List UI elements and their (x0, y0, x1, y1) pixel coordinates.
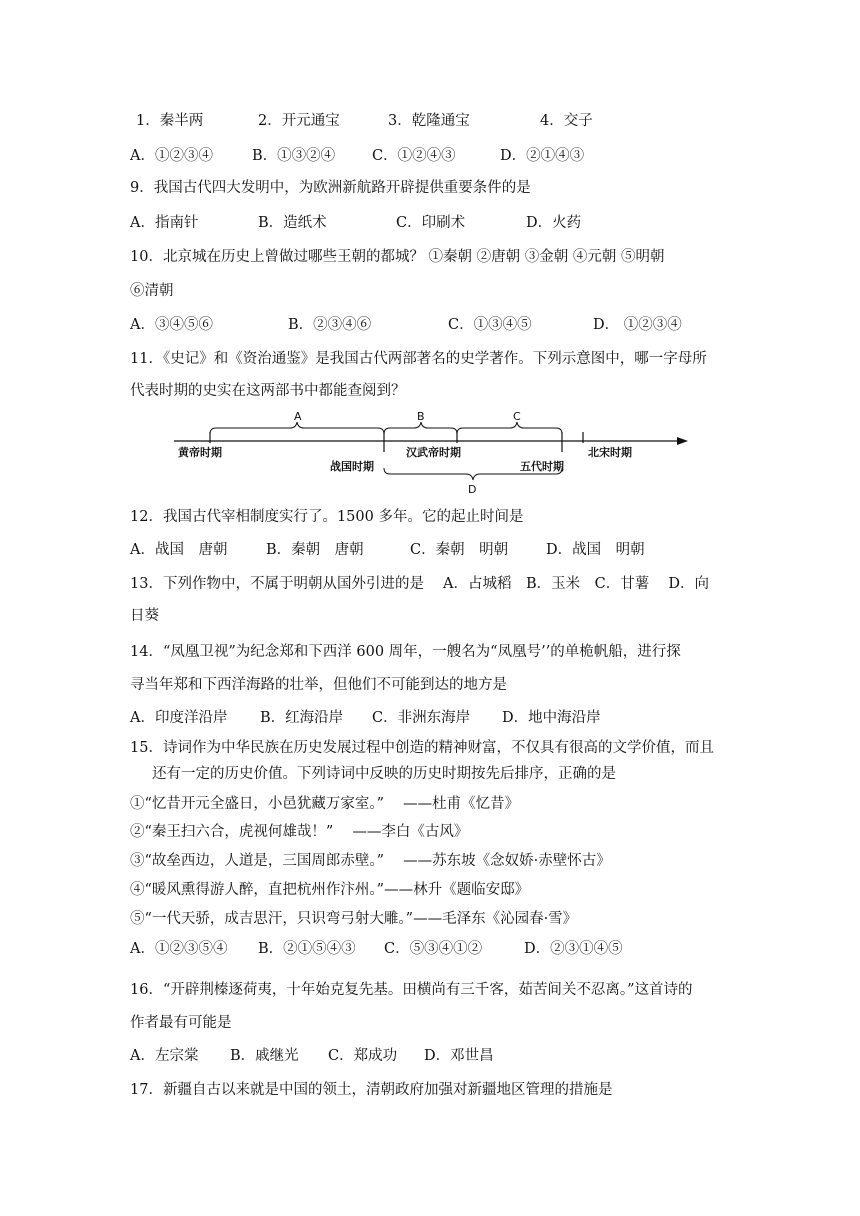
q9-option-c: C．印刷术 (396, 215, 466, 231)
letter-d: D (468, 483, 477, 496)
timeline-arrow-icon (677, 437, 688, 445)
q8-item-1: 1．秦半两 (136, 113, 204, 129)
q9-option-d: D．火药 (526, 215, 582, 231)
q15-stem: 15．诗词作为中华民族在历史发展过程中创造的精神财富，不仅具有很高的文学价值，而且 (130, 740, 714, 756)
q9-option-b: B．造纸术 (258, 215, 327, 231)
letter-b: B (417, 410, 425, 423)
q8-option-c: C．①②④③ (372, 148, 456, 164)
q8-item-3: 3．乾隆通宝 (388, 113, 470, 129)
q14-option-d: D．地中海沿岸 (502, 710, 601, 726)
q15-poem-1: ①“忆昔开元全盛日，小邑犹藏万家室。” ——杜甫《忆昔》 (130, 796, 520, 812)
label-hanwudi: 汉武帝时期 (406, 446, 461, 459)
q12-stem: 12．我国古代宰相制度实行了。1500 多年。它的起止时间是 (130, 509, 524, 525)
q16-option-d: D．邓世昌 (424, 1048, 494, 1064)
q8-option-d: D．②①④③ (500, 148, 585, 164)
label-beisong: 北宋时期 (588, 446, 632, 459)
q10-option-d: D． ①②③④ (593, 317, 682, 333)
q12-option-a: A．战国 唐朝 (130, 542, 228, 558)
label-wudai: 五代时期 (520, 460, 564, 473)
q9-option-a: A．指南针 (130, 215, 199, 231)
brace-c (457, 422, 562, 434)
label-huangdi: 黄帝时期 (178, 446, 222, 459)
q14-option-b: B．红海沿岸 (260, 710, 344, 726)
q15-option-b: B．②①⑤④③ (258, 941, 356, 957)
q13-stem: 13．下列作物中，不属于明朝从国外引进的是 A．占城稻 B．玉米 C．甘薯 D．向 (130, 576, 710, 592)
q15-option-c: C．⑤③④①② (384, 941, 483, 957)
q11-stem: 11．《史记》和《资治通鉴》是我国古代两部著名的史学著作。下列示意图中，哪一字母所 (130, 351, 707, 367)
q15-stem-cont: 还有一定的历史价值。下列诗词中反映的历史时期按先后排序，正确的是 (152, 766, 616, 782)
letter-c: C (513, 410, 521, 423)
brace-a (210, 422, 384, 434)
q9-stem: 9．我国古代四大发明中，为欧洲新航路开辟提供重要条件的是 (130, 180, 531, 196)
q15-poem-4: ④“暖风熏得游人醉，直把杭州作汴州。”——林升《题临安邸》 (130, 882, 530, 898)
q16-option-a: A．左宗棠 (130, 1048, 199, 1064)
q15-poem-3: ③“故垒西边，人道是，三国周郎赤壁。” ——苏东坡《念奴娇·赤壁怀古》 (130, 853, 611, 869)
q14-option-c: C．非洲东海岸 (372, 710, 471, 726)
q16-option-b: B．戚继光 (230, 1048, 299, 1064)
q8-item-2: 2．开元通宝 (258, 113, 340, 129)
letter-a: A (294, 410, 302, 423)
q8-option-a: A．①②③④ (130, 148, 213, 164)
q12-option-d: D．战国 明朝 (546, 542, 645, 558)
q10-stem: 10．北京城在历史上曾做过哪些王朝的都城？ ①秦朝 ②唐朝 ③金朝 ④元朝 ⑤明朝 (130, 249, 665, 265)
q15-poem-5: ⑤“一代天骄，成吉思汗，只识弯弓射大雕。”——毛泽东《沁园春·雪》 (130, 911, 578, 927)
q16-stem: 16．“开辟荆榛逐荷夷，十年始克复先基。田横尚有三千客，茹苦间关不忍离。”这首诗的 (130, 982, 693, 998)
q14-option-a: A．印度洋沿岸 (130, 710, 228, 726)
q12-option-c: C．秦朝 明朝 (410, 542, 509, 558)
q16-option-c: C．郑成功 (328, 1048, 398, 1064)
q10-option-c: C．①③④⑤ (448, 317, 532, 333)
q15-option-d: D．②③①④⑤ (524, 941, 623, 957)
q12-option-b: B．秦朝 唐朝 (266, 542, 364, 558)
q13-stem-cont: 日葵 (130, 608, 159, 624)
brace-b (384, 422, 457, 434)
q10-option-b: B．②③④⑥ (288, 317, 372, 333)
q14-stem: 14．“凤凰卫视”为纪念郑和下西洋 600 周年，一艘名为“凤凰号’’的单桅帆船，进行探 (130, 644, 681, 660)
q17-stem: 17．新疆自古以来就是中国的领土，清朝政府加强对新疆地区管理的措施是 (130, 1082, 613, 1098)
q16-stem-cont: 作者最有可能是 (130, 1015, 232, 1031)
timeline-diagram (170, 408, 700, 498)
q10-option-a: A．③④⑤⑥ (130, 317, 213, 333)
q8-option-b: B．①③②④ (252, 148, 336, 164)
q14-stem-cont: 寻当年郑和下西洋海路的壮举，但他们不可能到达的地方是 (130, 677, 507, 693)
q15-poem-2: ②“秦王扫六合，虎视何雄哉！” ——李白《古风》 (130, 824, 469, 840)
q15-option-a: A．①②③⑤④ (130, 941, 228, 957)
q11-stem-cont: 代表时期的史实在这两部书中都能查阅到？ (130, 383, 406, 399)
q10-stem-cont: ⑥清朝 (130, 283, 174, 299)
timeline-svg (170, 408, 700, 498)
label-zhanguo: 战国时期 (330, 460, 374, 473)
q8-item-4: 4．交子 (540, 113, 593, 129)
